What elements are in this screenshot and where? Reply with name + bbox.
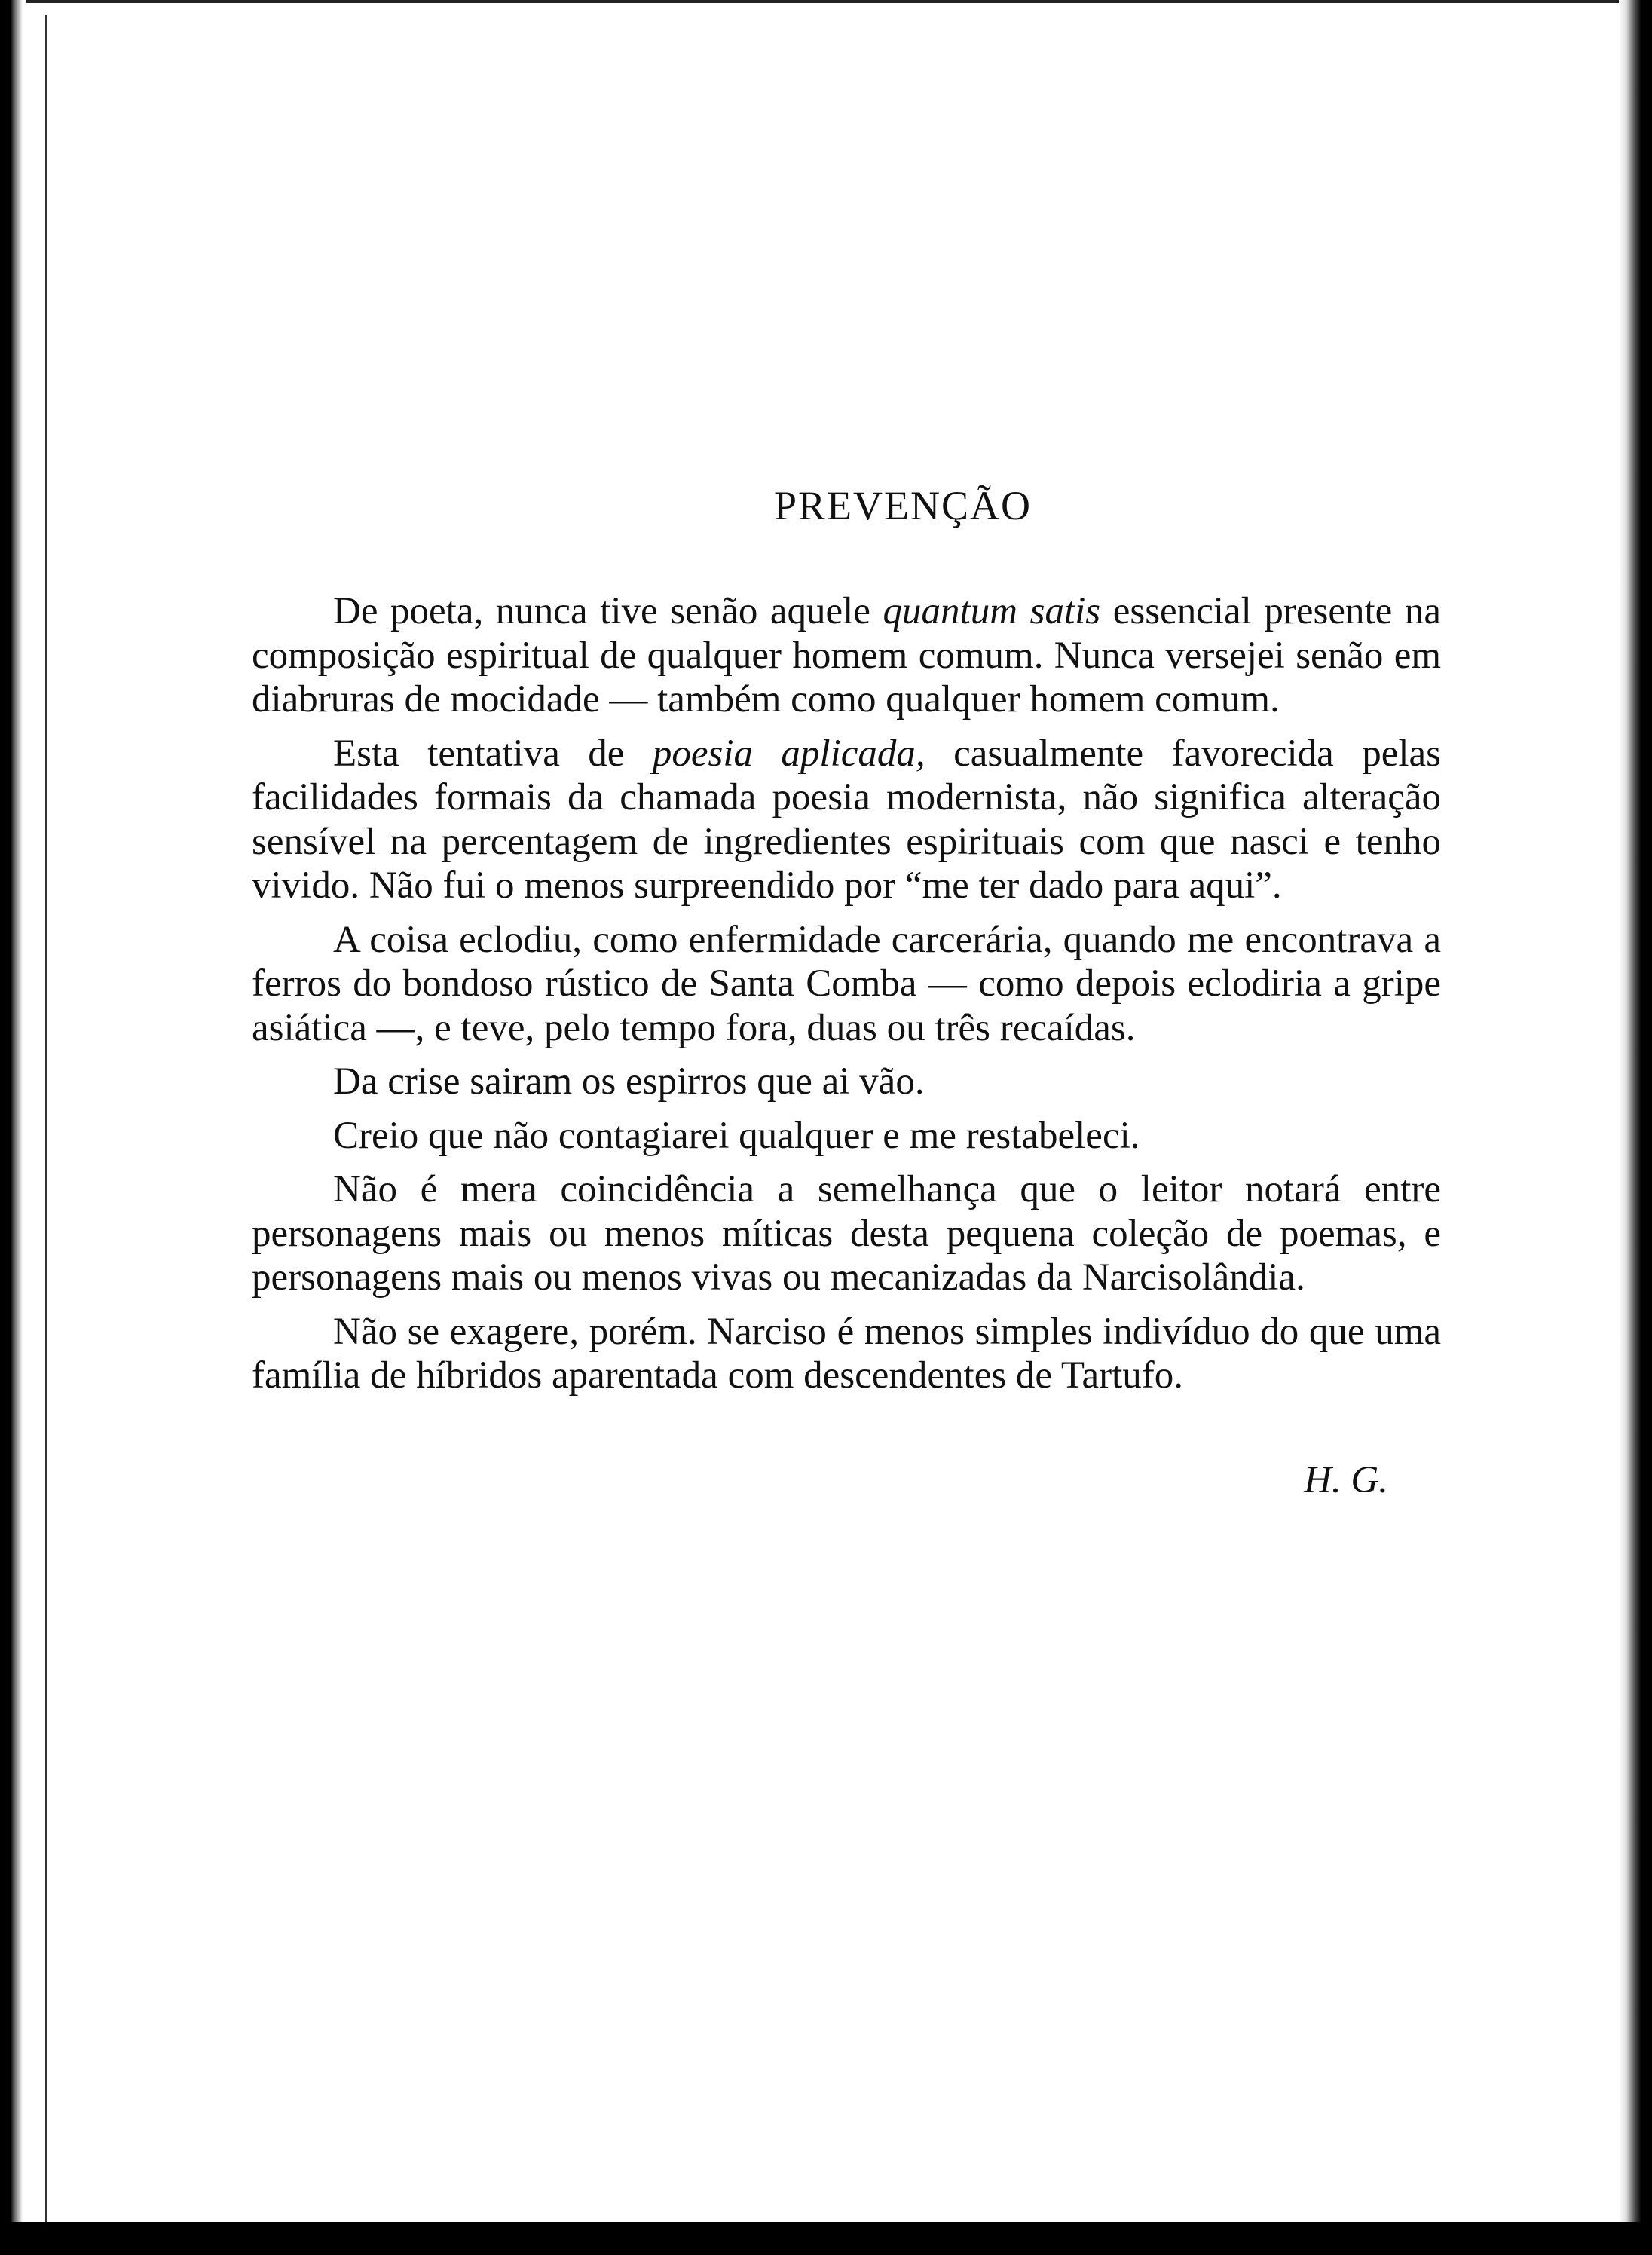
scan-border-top (0, 0, 1652, 14)
paragraph-7 (252, 1310, 1441, 1398)
scan-border-bottom (0, 2222, 1652, 2255)
paragraph-1-text-rest: essencial presente na composição espiritual de qualquer homem comum. Nunca versejei senão em diabruras de mocidade — também como qualquer homem comum. (252, 590, 1441, 721)
page-title: PREVENÇÃO (773, 483, 1032, 528)
author-signature: H. G. (1304, 1458, 1388, 1501)
paragraph-3-text: A coisa eclodiu, como enfermidade carcerária, quando me encontrava a ferros do bondoso rústico de Santa Comba — como depois eclodiria a gripe asiática —, e teve, pelo tempo fora, duas ou três recaídas. (252, 918, 1441, 1049)
scan-border-right (1619, 0, 1652, 2255)
paragraph-6 (252, 1167, 1441, 1300)
paragraph-1 (252, 589, 1441, 722)
paragraph-4-text: Da crise sairam os espirros que ai vão. (333, 1060, 925, 1103)
scan-border-left (0, 0, 26, 2255)
paragraph-4 (252, 1060, 1441, 1104)
paragraph-3 (252, 918, 1441, 1051)
paragraph-2 (252, 732, 1441, 908)
paragraph-1-emphasis: quantum satis (883, 590, 1101, 632)
paragraph-2-text-rest: casualmente favorecida pelas facilidades formais da chamada poesia modernista, não significa alteração sensível na percentagem de ingredientes espirituais com que nasci e tenho vivido. Não fui o menos surpreendido por “me ter dado para aqui”. (252, 732, 1441, 907)
page-content (252, 482, 1441, 1502)
paragraph-2-text: Esta tentativa de (333, 732, 653, 775)
paragraph-5 (252, 1114, 1441, 1158)
paragraph-1-text: De poeta, nunca tive senão aquele (333, 590, 883, 632)
paragraph-5-text: Creio que não contagiarei qualquer e me restabeleci. (333, 1114, 1140, 1157)
paragraph-7-text: Não se exagere, porém. Narciso é menos simples indivíduo do que uma família de híbridos aparentada com descendentes de Tartufo. (252, 1310, 1441, 1397)
scan-border-left-line (45, 15, 47, 2223)
paragraph-2-emphasis: poesia aplicada, (652, 732, 925, 775)
paragraph-6-text: Não é mera coincidência a semelhança que o leitor notará entre personagens mais ou menos míticas desta pequena coleção de poemas, e personagens mais ou menos vivas ou mecanizadas da Narcisolândia. (252, 1168, 1441, 1299)
